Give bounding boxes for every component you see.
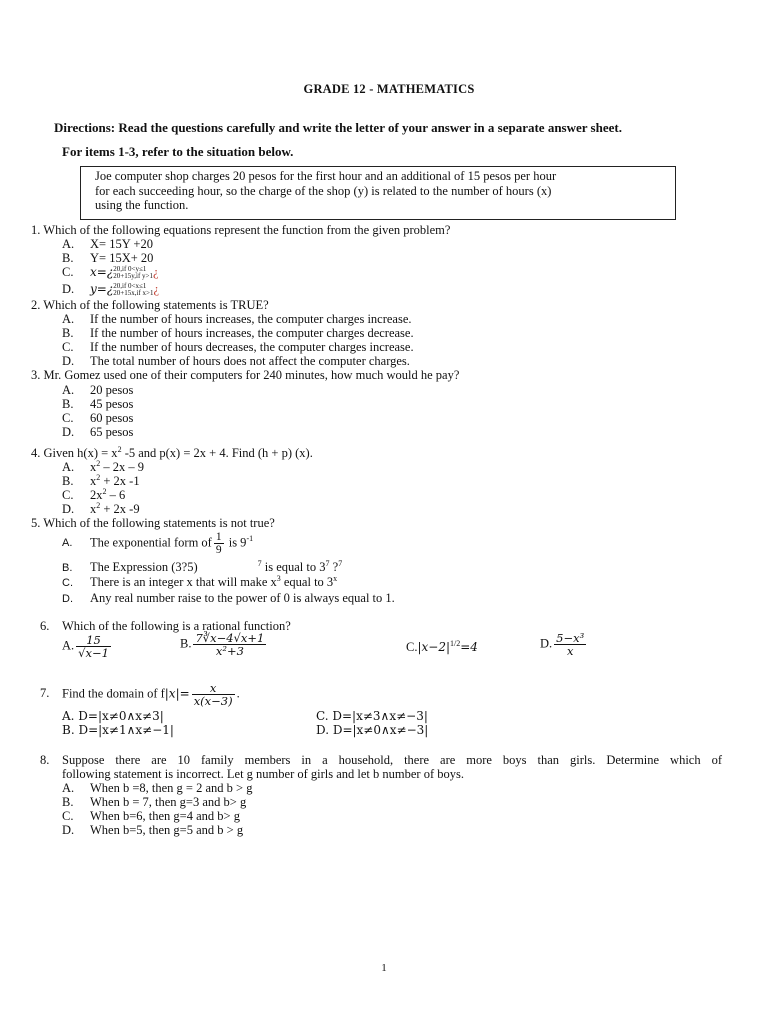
q6-option-a: A. $\frac{15}{√x-1}$ [62,633,109,660]
q1-option-c: C. x=¿ 20,if 0<y≤1 20+15y,if y>1 ¿ [62,265,159,281]
q5-option-c: C. There is an integer x that will make $x^3$ equal to 3$^x$ [62,573,338,589]
q6-option-b: B. $\frac{7∛x-4√x+1}{\text{x²+3}}$ [180,631,265,658]
question-2: 2. Which of the following statements is TRUE? [31,298,269,312]
q1-option-a: A. X= 15Y +20 [62,237,153,251]
q8-option-a: A. When b =8, then g = 2 and b > g [62,781,253,795]
q5-option-d: D. Any real number raise to the power of 0 is always equal to 1. [62,591,395,605]
q4-option-d: D. $x^2 + 2x$ -9 [62,500,140,516]
q8-option-d: D. When b=5, then g=5 and b > g [62,823,244,837]
q3-option-b: B. 45 pesos [62,397,134,411]
question-7: 7. Find the domain of f|x|= $\frac{x}{x(x-3)}$ . [40,681,240,708]
q4-option-b: B. $x^2 + 2x$ -1 [62,472,140,488]
question-3: 3. Mr. Gomez used one of their computers for 240 minutes, how much would he pay? [31,368,460,382]
refer-instruction: For items 1-3, refer to the situation below. [62,144,294,159]
q7-option-b: B. D=|x≠1∧x≠−1| [62,723,174,737]
page-number: 1 [381,962,387,974]
q3-option-d: D. 65 pesos [62,425,134,439]
q7-option-c: C. D=|x≠3∧x≠−3| [316,709,428,723]
situation-line: using the function. [95,198,189,212]
q5-option-a: A. The exponential form of $\frac{1}{9}$ is $9^{-1}$ [62,531,254,556]
q4-option-c: C. $2x^2 - 6$ [62,486,126,502]
q8-option-b: B. When b = 7, then g=3 and b> g [62,795,247,809]
fraction-one-ninth: $\frac{1}{9}$ [215,531,222,556]
q3-option-a: A. 20 pesos [62,383,134,397]
situation-line: for each succeeding hour, so the charge of the shop (y) is related to the number of hours (x) [95,183,552,198]
q2-option-a: A. If the number of hours increases, the computer charges increase. [62,312,412,326]
q1-option-d: D. y=¿ 20,if 0<x≤1 20+15x,if x>1 ¿ [62,282,160,298]
q1-option-b: B. Y= 15X+ 20 [62,251,154,265]
q5-option-b: B. The Expression (3?5) $^7$ is equal to $3^7$ ?$^7$ [62,558,343,574]
q6-option-c: $C.|x-2|^{1/2}=4$ [406,638,478,654]
situation-box [80,166,676,220]
q3-option-c: C. 60 pesos [62,411,134,425]
question-1: 1. Which of the following equations represent the function from the given problem? [31,223,451,237]
situation-line: Joe computer shop charges 20 pesos for the first hour and an additional of 15 pesos per hour [95,169,557,183]
q2-option-b: B. If the number of hours increases, the computer charges decrease. [62,326,414,340]
q6-option-d: D. $\frac{\text{5−x³}}{x}$ [540,631,585,658]
directions: Directions: Read the questions carefully and write the letter of your answer in a separate answer sheet. [54,120,622,135]
question-5: 5. Which of the following statements is not true? [31,516,275,530]
q7-option-a: A. D=|x≠0∧x≠3| [62,709,164,723]
q2-option-c: C. If the number of hours decreases, the computer charges increase. [62,340,414,354]
question-8-line2: following statement is incorrect. Let g number of girls and let b number of boys. [62,767,464,781]
q4-option-a: A. $x^2 - 2x - 9$ [62,458,144,474]
page-title: GRADE 12 - MATHEMATICS [303,82,475,96]
question-6: 6. Which of the following is a rational function? [40,619,291,633]
question-8: 8. Suppose there are 10 family members in a household, there are more boys than girls. Determine which of [40,753,722,767]
q7-option-d: D. D=|x≠0∧x≠−3| [316,723,429,737]
q2-option-d: D. The total number of hours does not affect the computer charges. [62,354,410,368]
q8-option-c: C. When b=6, then g=4 and b> g [62,809,240,823]
question-4: 4. Given $h(x) = x^2$ -5 and p(x) = 2x + 4. Find (h + p) (x). [31,444,313,460]
